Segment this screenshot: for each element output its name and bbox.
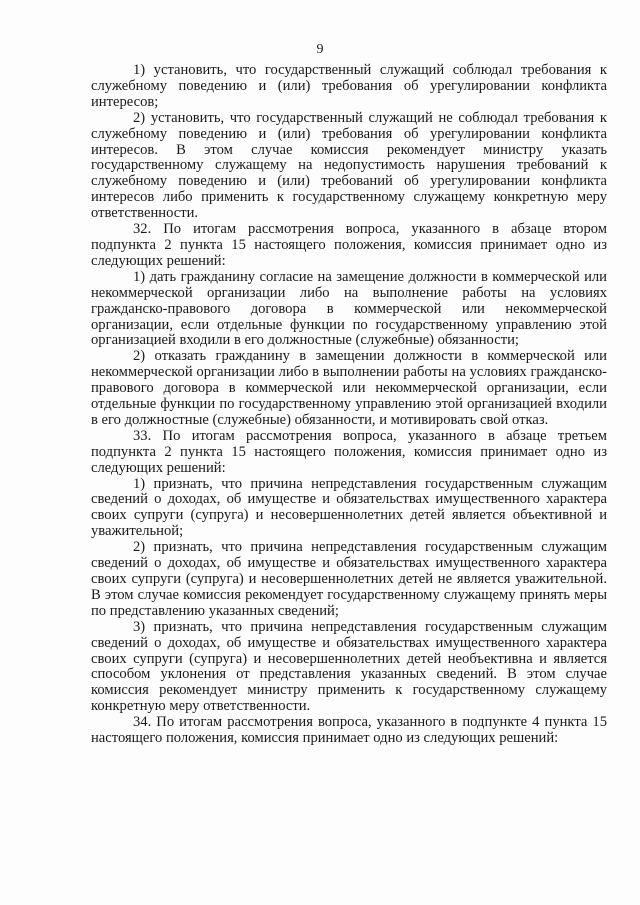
paragraph-clause-34: 34. По итогам рассмотрения вопроса, указанного в подпункте 4 пункта 15 настоящего положения, комиссия принимает одно из следующих решений: <box>91 714 607 747</box>
paragraph-sub-2-noncompliance: 2) установить, что государственный служащий не соблюдал требования к служебному поведению и (или) требования об урегулировании конфликта интересов. В этом случае комиссия рекомендует министру указать государственному служащему на недопустимость нарушения требований к служебному поведению и (или) требований об урегулировании конфликта интересов либо применить к государственному служащему конкретную меру ответственности. <box>91 109 607 222</box>
paragraph-clause-33-sub-1: 1) признать, что причина непредставления государственным служащим сведений о доходах, об имуществе и обязательствах имущественного характера своих супруги (супруга) и несовершеннолетних детей является объективной и уважительной; <box>91 475 607 540</box>
page-number: 9 <box>316 42 324 57</box>
document-body <box>91 63 607 747</box>
paragraph-clause-33-sub-3: 3) признать, что причина непредставления государственным служащим сведений о доходах, об имуществе и обязательствах имущественного характера своих супруги (супруга) и несовершеннолетних детей необъективна и является способом уклонения от представления указанных сведений. В этом случае комиссия рекомендует министру применить к государственному служащему конкретную меру ответственности. <box>91 618 607 715</box>
paragraph-sub-1-compliance: 1) установить, что государственный служащий соблюдал требования к служебному поведению и (или) требования об урегулировании конфликта интересов; <box>91 62 607 110</box>
paragraph-clause-32: 32. По итогам рассмотрения вопроса, указанного в абзаце втором подпункта 2 пункта 15 настоящего положения, комиссия принимает одно из следующих решений: <box>91 221 607 269</box>
paragraph-clause-32-sub-2: 2) отказать гражданину в замещении должности в коммерческой или некоммерческой организации либо в выполнении работы на условиях гражданско-правового договора в коммерческой или некоммерческой организации, если отдельные функции по государственному управлению этой организацией входили в его должностные (служебные) обязанности, и мотивировать свой отказ. <box>91 348 607 428</box>
paragraph-clause-33: 33. По итогам рассмотрения вопроса, указанного в абзаце третьем подпункта 2 пункта 15 настоящего положения, комиссия принимает одно из следующих решений: <box>91 427 607 476</box>
paragraph-clause-32-sub-1: 1) дать гражданину согласие на замещение должности в коммерческой или некоммерческой организации либо на выполнение работы на условиях гражданско-правового договора в коммерческой или некоммерческой организации, если отдельные функции по государственному управлению этой организацией входили в его должностные (служебные) обязанности; <box>91 268 607 349</box>
paragraph-clause-33-sub-2: 2) признать, что причина непредставления государственным служащим сведений о доходах, об имуществе и обязательствах имущественного характера своих супруги (супруга) и несовершеннолетних детей не является уважительной. В этом случае комиссия рекомендует государственному служащему принять меры по представлению указанных сведений; <box>91 539 607 619</box>
